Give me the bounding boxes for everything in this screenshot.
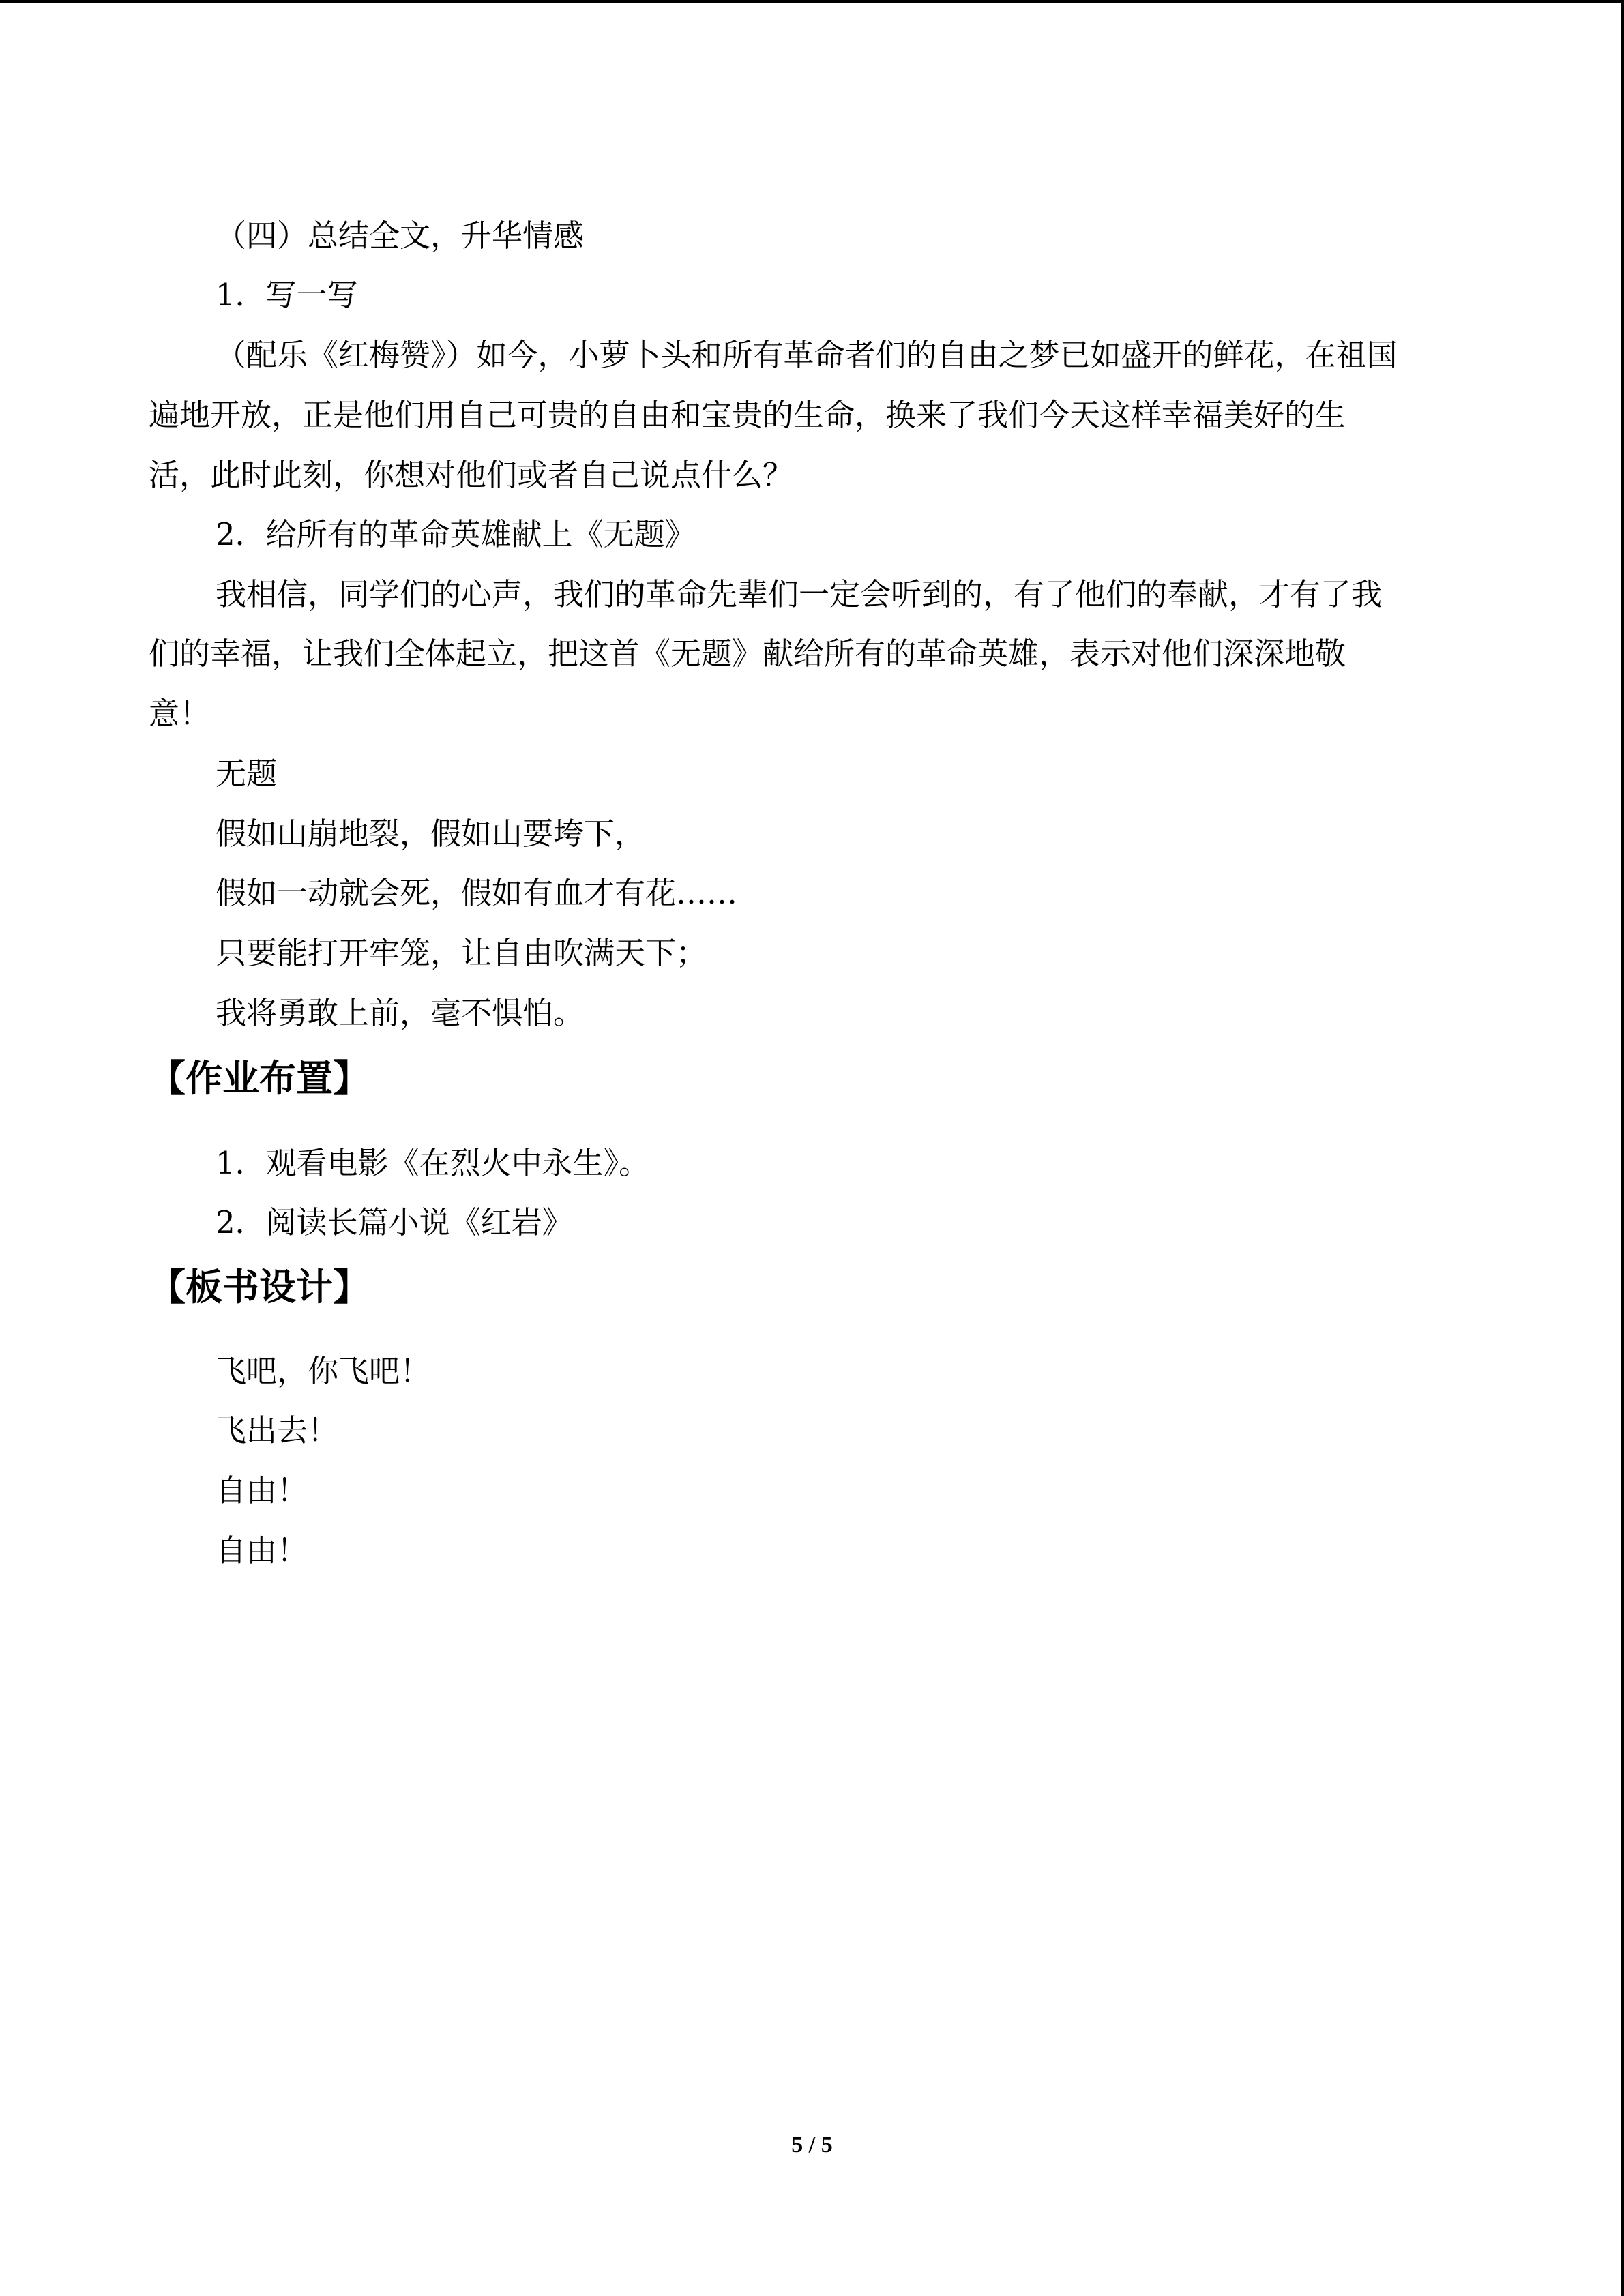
- homework-heading: 【作业布置】: [149, 1056, 370, 1100]
- poem-line-3: 只要能打开牢笼，让自由吹满天下；: [216, 935, 707, 971]
- page-number: 5 / 5: [791, 2132, 833, 2158]
- board-line-2: 飞出去！: [216, 1412, 339, 1448]
- paragraph-2-line-1: 我相信，同学们的心声，我们的革命先辈们一定会听到的，有了他们的奉献，才有了我: [216, 576, 1383, 612]
- section-heading: （四）总结全文，升华情感: [216, 218, 585, 254]
- poem-line-4: 我将勇敢上前，毫不惧怕。: [216, 995, 585, 1031]
- homework-item-1: 1．观看电影《在烈火中永生》。: [216, 1145, 650, 1181]
- board-line-4: 自由！: [216, 1532, 308, 1568]
- poem-line-2: 假如一动就会死，假如有血才有花……: [216, 875, 738, 911]
- paragraph-1-line-1: （配乐《红梅赞》）如今，小萝卜头和所有革命者们的自由之梦已如盛开的鲜花，在祖国: [216, 337, 1398, 373]
- board-design-heading: 【板书设计】: [149, 1265, 370, 1309]
- board-line-3: 自由！: [216, 1472, 308, 1508]
- homework-item-2: 2．阅读长篇小说《红岩》: [216, 1204, 573, 1240]
- paragraph-1-line-3: 活，此时此刻，你想对他们或者自己说点什么？: [149, 457, 794, 493]
- poem-title: 无题: [216, 756, 278, 792]
- paragraph-1-line-2: 遍地开放，正是他们用自己可贵的自由和宝贵的生命，换来了我们今天这样幸福美好的生: [149, 397, 1346, 433]
- paragraph-2-line-2: 们的幸福，让我们全体起立，把这首《无题》献给所有的革命英雄，表示对他们深深地敬: [149, 636, 1346, 672]
- board-line-1: 飞吧，你飞吧！: [216, 1353, 431, 1389]
- item-1-title: 1．写一写: [216, 277, 358, 313]
- paragraph-2-line-3: 意！: [149, 696, 211, 732]
- item-2-title: 2．给所有的革命英雄献上《无题》: [216, 516, 696, 552]
- poem-line-1: 假如山崩地裂，假如山要垮下，: [216, 816, 646, 852]
